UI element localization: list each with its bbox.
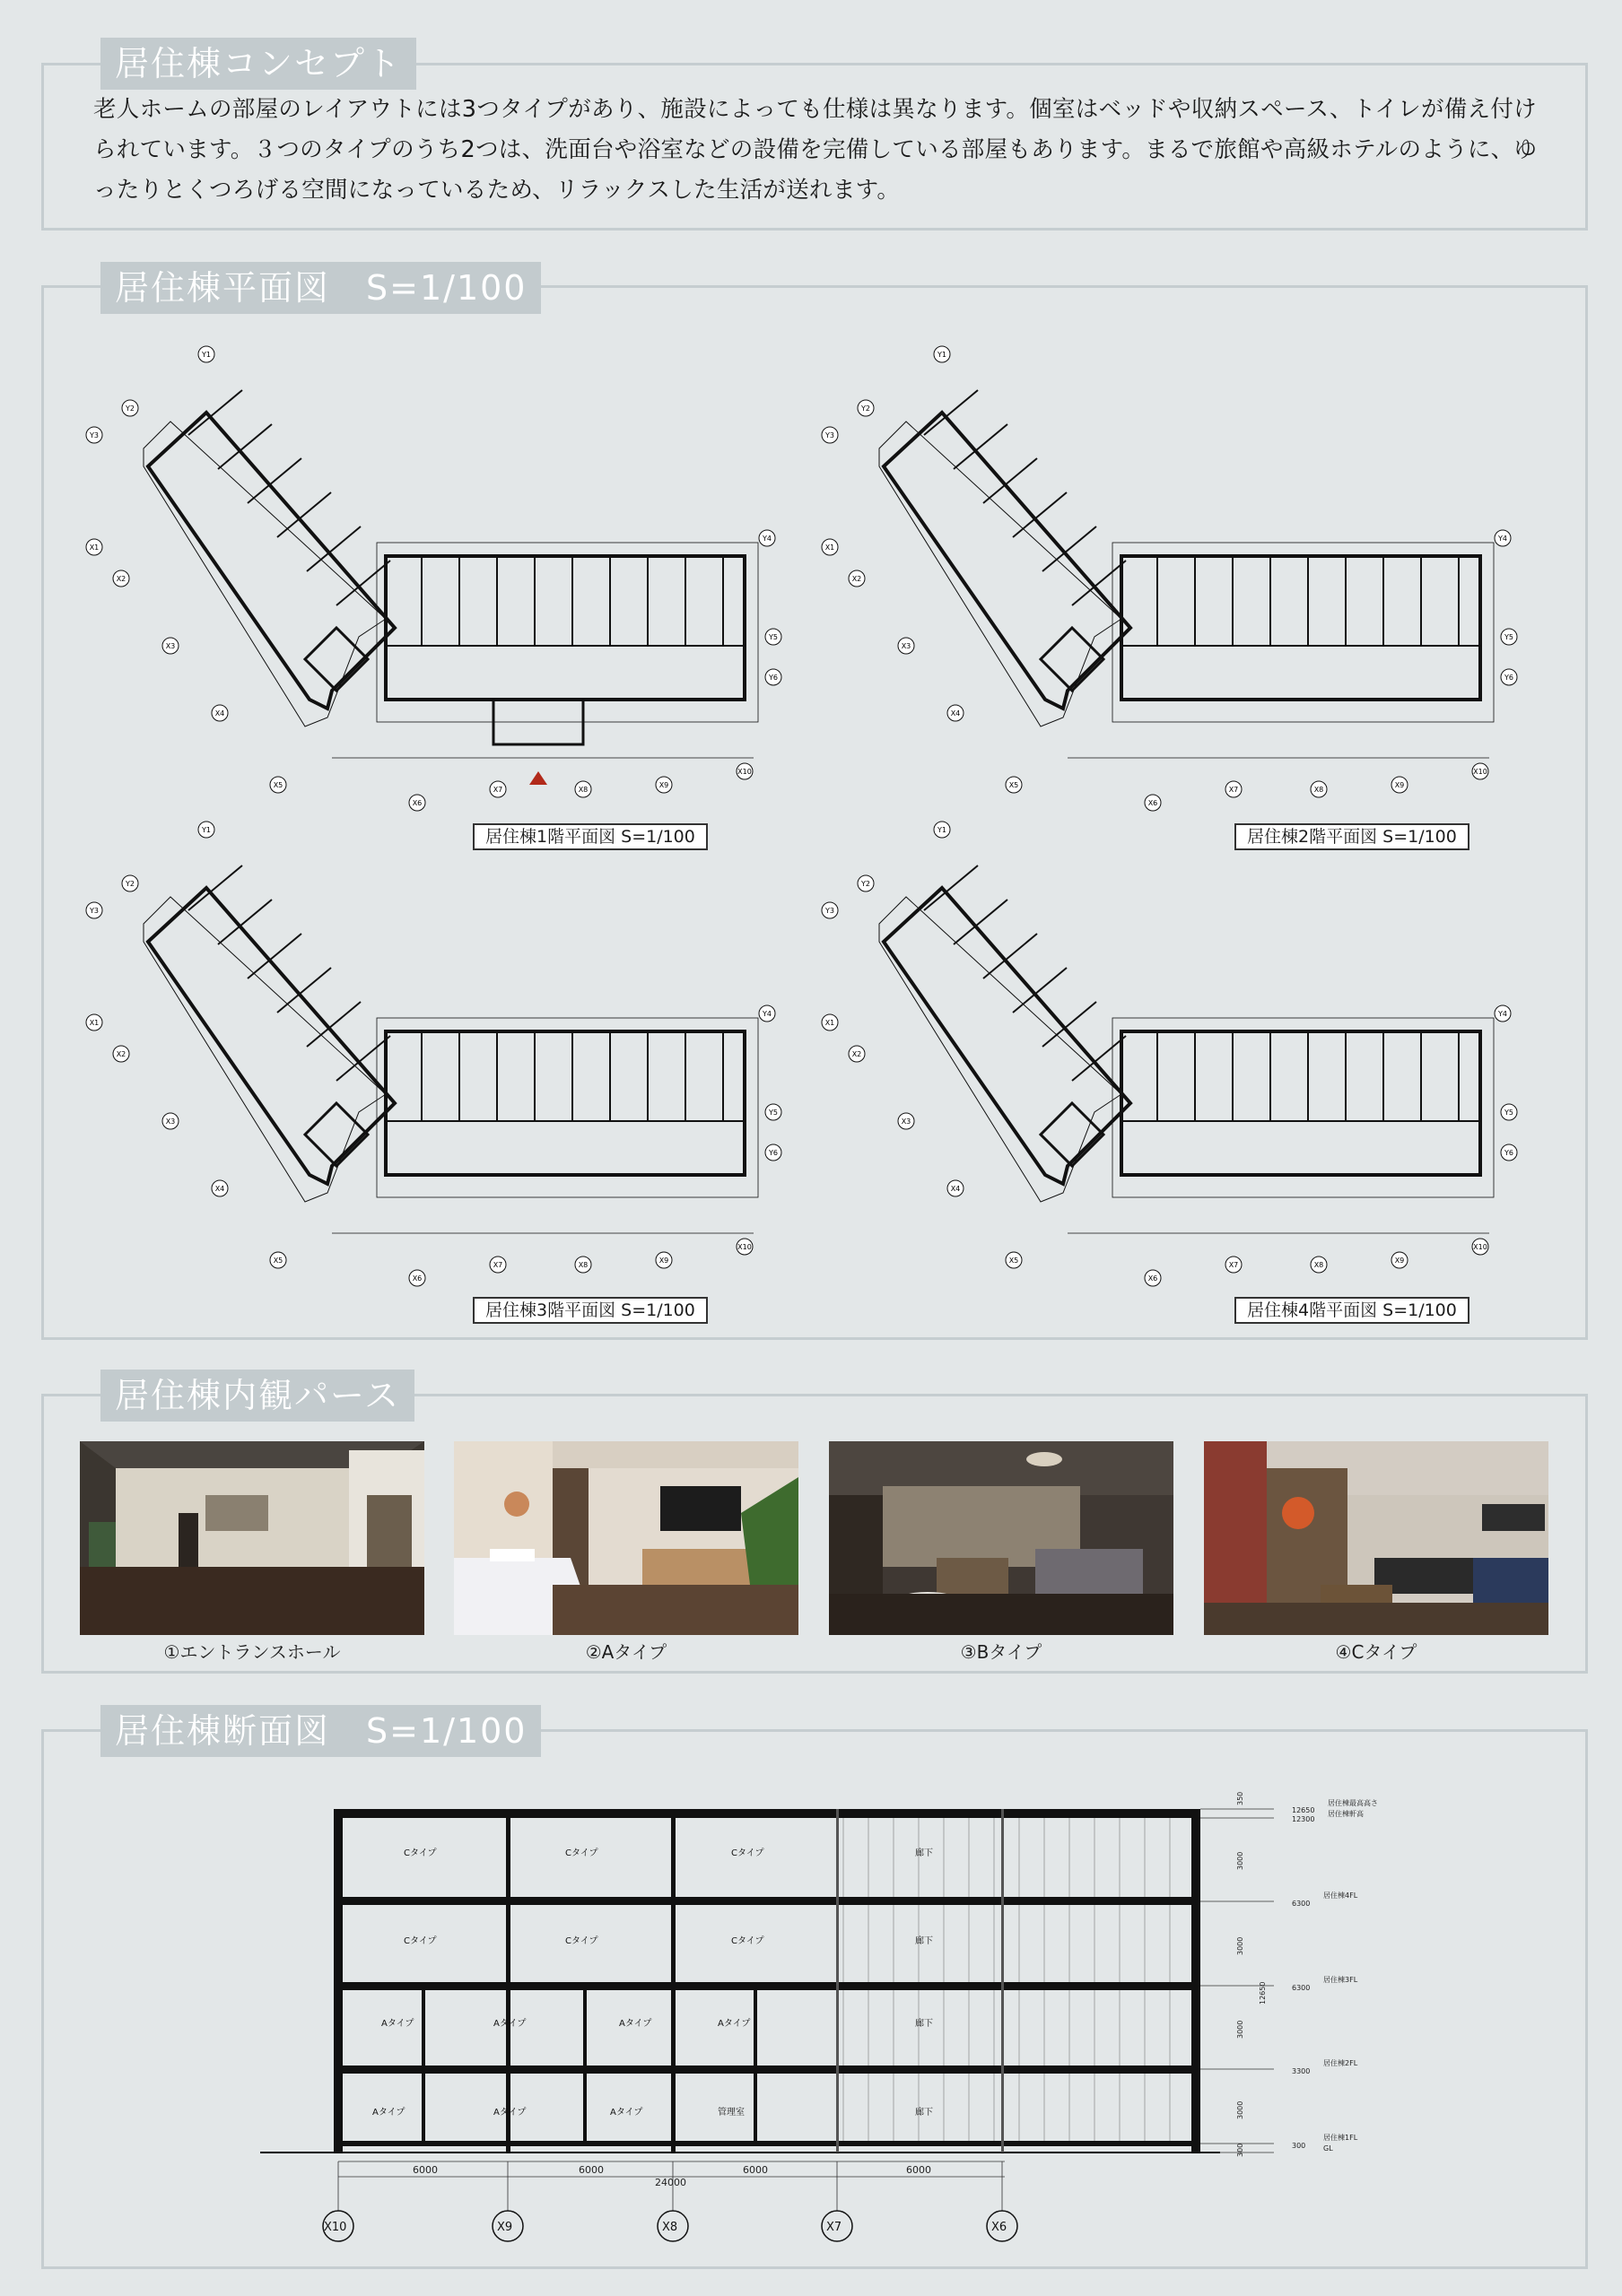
room-label-a-1f-3: Aタイプ — [610, 2108, 643, 2118]
level-label-2fl: 居住棟2FL — [1323, 2059, 1358, 2067]
photo-a-type — [454, 1441, 798, 1635]
level-label-3fl: 居住棟3FL — [1323, 1976, 1358, 1984]
plan-3f — [63, 807, 798, 1292]
axis-x7: X7 — [826, 2221, 842, 2234]
grid-label: Y6 — [769, 1149, 778, 1157]
concept-title: 居住棟コンセプト — [100, 38, 416, 90]
grid-label: X1 — [824, 544, 835, 552]
room-label-a-2f-4: Aタイプ — [718, 2019, 751, 2029]
grid-label: X5 — [1008, 781, 1019, 789]
room-label-c-4f-1: Cタイプ — [404, 1848, 437, 1858]
grid-label: X4 — [214, 1185, 225, 1193]
grid-label: Y6 — [1504, 674, 1513, 682]
grid-label: X9 — [1394, 781, 1405, 789]
level-value-1fl: 300 — [1292, 2142, 1306, 2150]
photo-c-type — [1204, 1441, 1548, 1635]
level-label-top: 居住棟最高高さ — [1328, 1799, 1378, 1807]
grid-label: X8 — [578, 1261, 589, 1269]
grid-label: X7 — [1228, 1261, 1239, 1269]
level-label-gl: GL — [1323, 2144, 1333, 2152]
grid-label: X2 — [851, 575, 862, 583]
grid-label: Y6 — [769, 674, 778, 682]
photo-entrance-hall — [80, 1441, 424, 1635]
height-dim-4f: 3000 — [1236, 1851, 1244, 1870]
room-label-c-4f-3: Cタイプ — [731, 1848, 764, 1858]
axis-x9: X9 — [497, 2221, 513, 2234]
bottom-dimensions — [338, 2161, 1005, 2188]
grid-label: Y3 — [90, 907, 99, 915]
grid-label: X7 — [1228, 786, 1239, 794]
level-value-4fl: 6300 — [1292, 1900, 1311, 1908]
photo-caption-a-type: ②Aタイプ — [585, 1641, 667, 1663]
room-label-c-4f-2: Cタイプ — [565, 1848, 598, 1858]
grid-label: Y2 — [126, 404, 135, 413]
level-label-1fl: 居住棟1FL — [1323, 2134, 1358, 2142]
axis-x6: X6 — [991, 2221, 1007, 2234]
photo-caption-b-type: ③Bタイプ — [960, 1641, 1042, 1663]
grid-label: Y1 — [202, 826, 211, 834]
level-value-eave: 12300 — [1292, 1815, 1315, 1823]
grid-label: X3 — [901, 1118, 911, 1126]
grid-label: X6 — [412, 1274, 423, 1283]
grid-label: X10 — [1473, 768, 1487, 776]
level-label-4fl: 居住棟4FL — [1323, 1892, 1358, 1900]
grid-label: Y1 — [937, 826, 946, 834]
grid-label: Y1 — [202, 351, 211, 359]
room-label-c-3f-3: Cタイプ — [731, 1936, 764, 1946]
photo-caption-c-type: ④Cタイプ — [1335, 1641, 1417, 1663]
level-value-3fl: 6300 — [1292, 1984, 1311, 1992]
height-dim-2f: 3000 — [1236, 2020, 1244, 2039]
axis-x10: X10 — [324, 2221, 347, 2234]
grid-label: X5 — [273, 781, 283, 789]
height-dim-3f: 3000 — [1236, 1936, 1244, 1955]
section-drawing — [251, 1780, 1378, 2247]
photo-b-type — [829, 1441, 1173, 1635]
section-outline — [260, 1809, 1220, 2152]
room-label-a-2f-3: Aタイプ — [619, 2019, 652, 2029]
grid-label: Y3 — [825, 907, 834, 915]
grid-label: X8 — [578, 786, 589, 794]
grid-label: Y4 — [763, 1010, 772, 1018]
grid-label: X6 — [412, 799, 423, 807]
plan-caption-2f: 居住棟2階平面図 S=1/100 — [1234, 823, 1469, 850]
level-label-eave: 居住棟軒高 — [1328, 1810, 1364, 1818]
grid-label: X7 — [493, 786, 503, 794]
grid-label: X7 — [493, 1261, 503, 1269]
level-value-2fl: 3300 — [1292, 2067, 1311, 2075]
grid-label: X10 — [1473, 1243, 1487, 1251]
grid-label: X2 — [851, 1050, 862, 1058]
grid-label: X1 — [89, 1019, 100, 1027]
grid-label: X4 — [214, 709, 225, 718]
grid-label: Y2 — [861, 880, 870, 888]
height-dim-base: 300 — [1236, 2143, 1244, 2157]
dim-3: 6000 — [743, 2164, 768, 2176]
room-partition — [754, 1990, 757, 2066]
dim-total: 24000 — [655, 2177, 686, 2188]
grid-label: X9 — [1394, 1257, 1405, 1265]
dim-2: 6000 — [579, 2164, 604, 2176]
grid-label: X10 — [737, 768, 752, 776]
grid-label: X10 — [737, 1243, 752, 1251]
room-partition — [422, 2074, 425, 2141]
dim-4: 6000 — [906, 2164, 931, 2176]
grid-label: Y4 — [763, 535, 772, 543]
grid-label: Y3 — [825, 431, 834, 439]
room-label-a-2f-1: Aタイプ — [381, 2019, 414, 2029]
room-partition — [583, 2074, 587, 2141]
grid-label: Y5 — [769, 1109, 778, 1117]
plan-2f — [798, 332, 1534, 816]
concept-text: 老人ホームの部屋のレイアウトには3つタイプがあり、施設によっても仕様は異なります。個室はベッドや収納スペース、トイレが備え付けられています。３つのタイプのうち2つは、洗面台や浴室などの設備を完備している部屋もあります。まるで旅館や高級ホテルのように、ゆったりとくつろげる空間になっているため、リラックスした生活が送れます。 — [93, 96, 1538, 204]
axis-x8: X8 — [662, 2221, 678, 2234]
grid-label: X3 — [165, 642, 176, 650]
room-label-a-2f-2: Aタイプ — [493, 2019, 527, 2029]
level-markers — [1200, 1792, 1378, 2157]
plans-title: 居住棟平面図 S=1/100 — [100, 262, 541, 314]
grid-label: Y2 — [126, 880, 135, 888]
grid-label: X6 — [1147, 799, 1158, 807]
height-dim-total: 12650 — [1259, 1981, 1267, 2005]
grid-label: Y2 — [861, 404, 870, 413]
grid-label: X5 — [1008, 1257, 1019, 1265]
grid-label: X2 — [116, 575, 126, 583]
grid-label: X9 — [658, 1257, 669, 1265]
room-label-a-1f-1: Aタイプ — [372, 2108, 406, 2118]
section-title: 居住棟断面図 S=1/100 — [100, 1705, 541, 1757]
grid-label: X9 — [658, 781, 669, 789]
plan-caption-3f: 居住棟3階平面図 S=1/100 — [473, 1297, 708, 1324]
grid-label: X5 — [273, 1257, 283, 1265]
grid-label: X8 — [1313, 1261, 1324, 1269]
room-partition — [583, 1990, 587, 2066]
grid-label: Y4 — [1498, 535, 1507, 543]
room-partition — [422, 1990, 425, 2066]
photo-caption-entrance: ①エントランスホール — [163, 1641, 341, 1663]
grid-label: X4 — [950, 1185, 961, 1193]
grid-label: X2 — [116, 1050, 126, 1058]
plan-4f — [798, 807, 1534, 1292]
room-label-corridor-4f: 廊下 — [915, 1848, 933, 1858]
room-label-corridor-3f: 廊下 — [915, 1936, 933, 1946]
room-label-c-3f-2: Cタイプ — [565, 1936, 598, 1946]
grid-label: Y5 — [1504, 1109, 1513, 1117]
plan-caption-4f: 居住棟4階平面図 S=1/100 — [1234, 1297, 1469, 1324]
grid-label: X6 — [1147, 1274, 1158, 1283]
level-value-top: 12650 — [1292, 1806, 1315, 1814]
grid-label: Y4 — [1498, 1010, 1507, 1018]
plan-1f — [63, 332, 798, 816]
height-dim-1f: 3000 — [1236, 2100, 1244, 2119]
grid-label: X1 — [89, 544, 100, 552]
room-partition — [754, 2074, 757, 2141]
grid-label: X8 — [1313, 786, 1324, 794]
grid-label: Y3 — [90, 431, 99, 439]
grid-label: Y5 — [1504, 633, 1513, 641]
height-dim-top: 350 — [1236, 1791, 1244, 1805]
room-label-c-3f-1: Cタイプ — [404, 1936, 437, 1946]
room-label-a-1f-2: Aタイプ — [493, 2108, 527, 2118]
plan-caption-1f: 居住棟1階平面図 S=1/100 — [473, 823, 708, 850]
interior-title: 居住棟内観パース — [100, 1370, 414, 1422]
room-label-office-1f: 管理室 — [718, 2108, 745, 2118]
grid-label: Y1 — [937, 351, 946, 359]
grid-label: Y5 — [769, 633, 778, 641]
room-label-corridor-2f: 廊下 — [915, 2019, 933, 2029]
dim-1: 6000 — [413, 2164, 438, 2176]
grid-label: Y6 — [1504, 1149, 1513, 1157]
grid-label: X1 — [824, 1019, 835, 1027]
grid-label: X4 — [950, 709, 961, 718]
grid-label: X3 — [901, 642, 911, 650]
grid-label: X3 — [165, 1118, 176, 1126]
room-label-corridor-1f: 廊下 — [915, 2108, 933, 2118]
